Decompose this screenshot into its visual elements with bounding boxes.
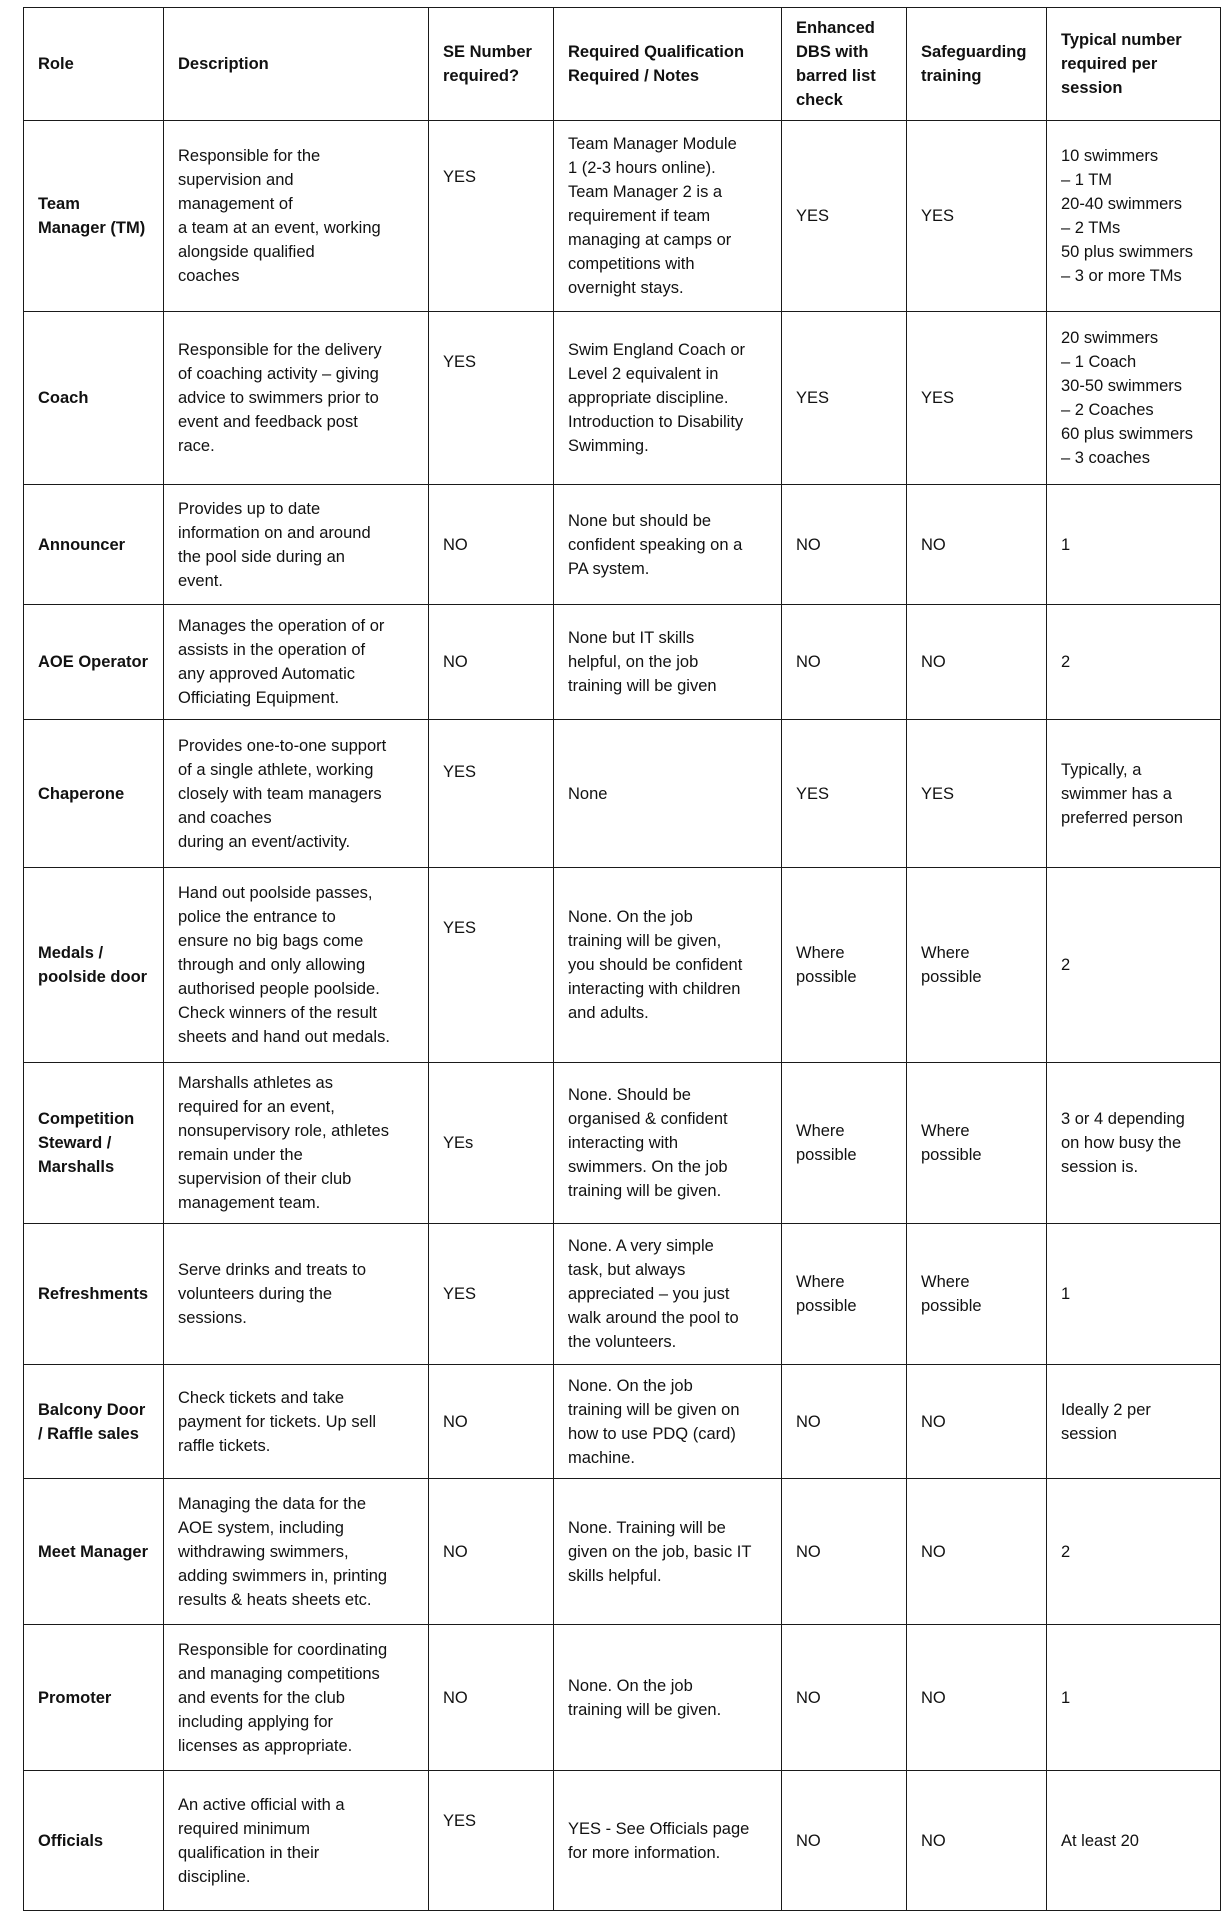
table-row [24, 1063, 1221, 1224]
table-row [24, 868, 1221, 1063]
typical-number-cell: Ideally 2 per session [1047, 1365, 1221, 1479]
dbs-cell: NO [782, 1365, 907, 1479]
header-safeguarding: Safeguarding training [907, 8, 1047, 121]
safeguarding-cell: YES [907, 312, 1047, 485]
qualification-cell: None but IT skills helpful, on the job training will be given [554, 605, 782, 720]
se-number-cell: YES [429, 720, 554, 868]
description-cell: Responsible for the delivery of coaching activity – giving advice to swimmers prior to event and feedback post race. [164, 312, 429, 485]
table-row [24, 121, 1221, 312]
qualification-cell: None. On the job training will be given, you should be confident interacting with children and adults. [554, 868, 782, 1063]
se-number-cell: NO [429, 1479, 554, 1625]
header-qualification: Required Qualification Required / Notes [554, 8, 782, 121]
se-number-cell: NO [429, 605, 554, 720]
typical-number-cell: 1 [1047, 1625, 1221, 1771]
safeguarding-cell: YES [907, 720, 1047, 868]
table-row [24, 1224, 1221, 1365]
role-cell: AOE Operator [24, 605, 164, 720]
typical-number-cell: At least 20 [1047, 1771, 1221, 1911]
dbs-cell: NO [782, 485, 907, 605]
role-cell: Meet Manager [24, 1479, 164, 1625]
description-cell: Marshalls athletes as required for an event, nonsupervisory role, athletes remain under the supervision of their club management team. [164, 1063, 429, 1224]
se-number-cell: YES [429, 1771, 554, 1911]
dbs-cell: YES [782, 312, 907, 485]
role-cell: Announcer [24, 485, 164, 605]
role-cell: Officials [24, 1771, 164, 1911]
qualification-cell: None. On the job training will be given on how to use PDQ (card) machine. [554, 1365, 782, 1479]
typical-number-cell: 2 [1047, 1479, 1221, 1625]
safeguarding-cell: NO [907, 1479, 1047, 1625]
dbs-cell: NO [782, 1771, 907, 1911]
header-role: Role [24, 8, 164, 121]
typical-number-cell: 20 swimmers – 1 Coach 30-50 swimmers – 2 Coaches 60 plus swimmers – 3 coaches [1047, 312, 1221, 485]
header-description: Description [164, 8, 429, 121]
safeguarding-cell: NO [907, 485, 1047, 605]
se-number-cell: NO [429, 1365, 554, 1479]
description-cell: Provides up to date information on and around the pool side during an event. [164, 485, 429, 605]
se-number-cell: YES [429, 1224, 554, 1365]
safeguarding-cell: NO [907, 1625, 1047, 1771]
se-number-cell: NO [429, 485, 554, 605]
table-row [24, 1625, 1221, 1771]
volunteer-roles-table [23, 7, 1221, 1911]
typical-number-cell: 2 [1047, 605, 1221, 720]
qualification-cell: None but should be confident speaking on a PA system. [554, 485, 782, 605]
role-cell: Medals / poolside door [24, 868, 164, 1063]
role-cell: Coach [24, 312, 164, 485]
qualification-cell: None. On the job training will be given. [554, 1625, 782, 1771]
typical-number-cell: 10 swimmers – 1 TM 20-40 swimmers – 2 TMs 50 plus swimmers – 3 or more TMs [1047, 121, 1221, 312]
description-cell: Provides one-to-one support of a single athlete, working closely with team managers and coaches during an event/activity. [164, 720, 429, 868]
table-body [24, 121, 1221, 1911]
role-cell: Chaperone [24, 720, 164, 868]
header-typical-number: Typical number required per session [1047, 8, 1221, 121]
role-cell: Balcony Door / Raffle sales [24, 1365, 164, 1479]
description-cell: Hand out poolside passes, police the entrance to ensure no big bags come through and only allowing authorised people poolside. Check winners of the result sheets and hand out medals. [164, 868, 429, 1063]
typical-number-cell: 3 or 4 depending on how busy the session is. [1047, 1063, 1221, 1224]
safeguarding-cell: Where possible [907, 868, 1047, 1063]
qualification-cell: None. A very simple task, but always appreciated – you just walk around the pool to the volunteers. [554, 1224, 782, 1365]
description-cell: Serve drinks and treats to volunteers during the sessions. [164, 1224, 429, 1365]
dbs-cell: Where possible [782, 868, 907, 1063]
table-row [24, 485, 1221, 605]
header-se-number: SE Number required? [429, 8, 554, 121]
safeguarding-cell: NO [907, 605, 1047, 720]
typical-number-cell: 2 [1047, 868, 1221, 1063]
qualification-cell: None [554, 720, 782, 868]
table-row [24, 720, 1221, 868]
header-row [24, 8, 1221, 121]
qualification-cell: YES - See Officials page for more information. [554, 1771, 782, 1911]
role-cell: Refreshments [24, 1224, 164, 1365]
safeguarding-cell: YES [907, 121, 1047, 312]
dbs-cell: YES [782, 121, 907, 312]
qualification-cell: Team Manager Module 1 (2-3 hours online). Team Manager 2 is a requirement if team managing at camps or competitions with overnight stays. [554, 121, 782, 312]
se-number-cell: YES [429, 868, 554, 1063]
qualification-cell: None. Training will be given on the job, basic IT skills helpful. [554, 1479, 782, 1625]
dbs-cell: Where possible [782, 1224, 907, 1365]
dbs-cell: NO [782, 1479, 907, 1625]
table-row [24, 1479, 1221, 1625]
dbs-cell: NO [782, 1625, 907, 1771]
dbs-cell: Where possible [782, 1063, 907, 1224]
typical-number-cell: 1 [1047, 485, 1221, 605]
table-row [24, 312, 1221, 485]
role-cell: Team Manager (TM) [24, 121, 164, 312]
qualification-cell: Swim England Coach or Level 2 equivalent in appropriate discipline. Introduction to Disability Swimming. [554, 312, 782, 485]
dbs-cell: NO [782, 605, 907, 720]
safeguarding-cell: Where possible [907, 1224, 1047, 1365]
table-row [24, 1365, 1221, 1479]
typical-number-cell: 1 [1047, 1224, 1221, 1365]
role-cell: Competition Steward / Marshalls [24, 1063, 164, 1224]
se-number-cell: YEs [429, 1063, 554, 1224]
description-cell: An active official with a required minimum qualification in their discipline. [164, 1771, 429, 1911]
description-cell: Responsible for coordinating and managing competitions and events for the club including applying for licenses as appropriate. [164, 1625, 429, 1771]
description-cell: Manages the operation of or assists in the operation of any approved Automatic Officiating Equipment. [164, 605, 429, 720]
safeguarding-cell: Where possible [907, 1063, 1047, 1224]
qualification-cell: None. Should be organised & confident interacting with swimmers. On the job training will be given. [554, 1063, 782, 1224]
typical-number-cell: Typically, a swimmer has a preferred person [1047, 720, 1221, 868]
table-header [24, 8, 1221, 121]
header-dbs: Enhanced DBS with barred list check [782, 8, 907, 121]
safeguarding-cell: NO [907, 1771, 1047, 1911]
se-number-cell: NO [429, 1625, 554, 1771]
se-number-cell: YES [429, 121, 554, 312]
description-cell: Managing the data for the AOE system, including withdrawing swimmers, adding swimmers in, printing results & heats sheets etc. [164, 1479, 429, 1625]
table-row [24, 605, 1221, 720]
dbs-cell: YES [782, 720, 907, 868]
description-cell: Responsible for the supervision and management of a team at an event, working alongside qualified coaches [164, 121, 429, 312]
description-cell: Check tickets and take payment for tickets. Up sell raffle tickets. [164, 1365, 429, 1479]
safeguarding-cell: NO [907, 1365, 1047, 1479]
se-number-cell: YES [429, 312, 554, 485]
table-row [24, 1771, 1221, 1911]
role-cell: Promoter [24, 1625, 164, 1771]
